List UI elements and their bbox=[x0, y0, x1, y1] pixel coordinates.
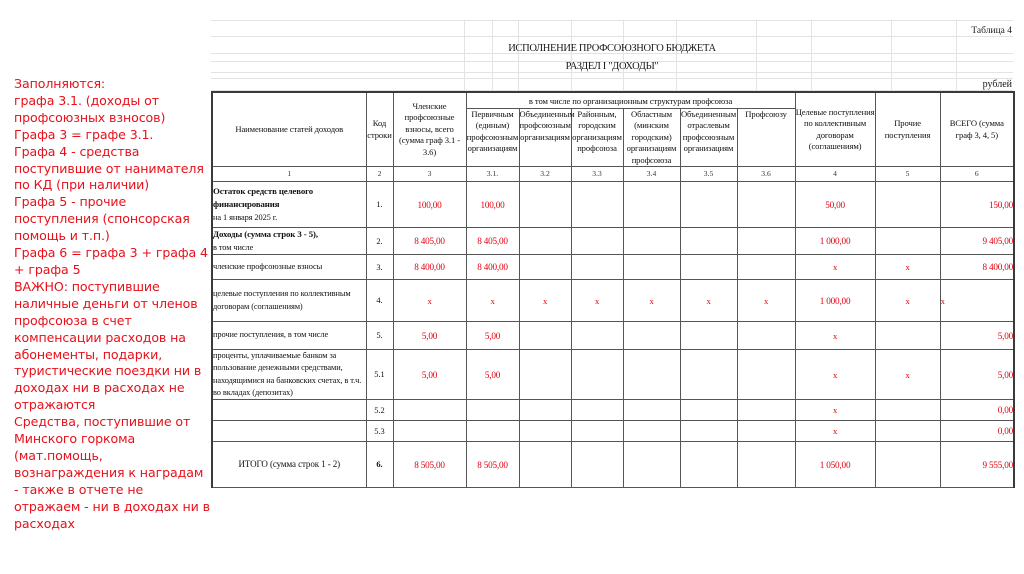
colnum-1: 1 bbox=[212, 167, 366, 182]
cell-c6: 8 400,00 bbox=[940, 255, 1014, 280]
cell-c35 bbox=[680, 255, 737, 280]
header-sub-united-branch-orgs: Объединенным отраслевым профсоюзным организациям bbox=[680, 108, 737, 167]
row-code: 5.1 bbox=[366, 350, 393, 400]
note-line: Заполняются: bbox=[14, 76, 106, 91]
cell-c32 bbox=[519, 400, 571, 421]
header-sub-trade-union: Профсоюзу bbox=[737, 108, 795, 167]
row-code: 5.3 bbox=[366, 421, 393, 442]
cell-c32 bbox=[519, 228, 571, 255]
cell-c33 bbox=[571, 421, 623, 442]
cell-c36 bbox=[737, 255, 795, 280]
cell-c35 bbox=[680, 421, 737, 442]
cell-c3: 5,00 bbox=[393, 350, 466, 400]
row-label-cell bbox=[212, 322, 366, 350]
row-label-cell bbox=[212, 442, 366, 488]
header-col-code: Код строки bbox=[366, 92, 393, 167]
cell-c36 bbox=[737, 322, 795, 350]
cell-c32 bbox=[519, 421, 571, 442]
cell-c31: 100,00 bbox=[466, 182, 519, 228]
note-line: Графа 5 - прочие поступления (спонсорская помощь и т.п.) bbox=[14, 194, 194, 244]
row-label-bold: Доходы (сумма строк 3 - 5), bbox=[213, 229, 318, 240]
header-col-targeted-receipts: Целевые поступления по коллективным договорам (соглашениям) bbox=[795, 92, 875, 167]
cell-c6: 5,00 bbox=[940, 322, 1014, 350]
table-number-label: Таблица 4 bbox=[971, 26, 1012, 36]
cell-c34: x bbox=[623, 280, 680, 322]
row-label-cell bbox=[212, 182, 366, 228]
cell-c32 bbox=[519, 442, 571, 488]
cell-c5 bbox=[875, 400, 940, 421]
cell-c34 bbox=[623, 228, 680, 255]
cell-c4: 1 000,00 bbox=[795, 228, 875, 255]
cell-c34 bbox=[623, 400, 680, 421]
header-group-org-structures: в том числе по организационным структурам профсоюза bbox=[466, 92, 795, 108]
cell-c35 bbox=[680, 182, 737, 228]
cell-c36 bbox=[737, 350, 795, 400]
cell-c32 bbox=[519, 322, 571, 350]
colnum-3: 3 bbox=[393, 167, 466, 182]
cell-c6: 9 555,00 bbox=[940, 442, 1014, 488]
cell-c6: 9 405,00 bbox=[940, 228, 1014, 255]
cell-c35 bbox=[680, 322, 737, 350]
cell-c5: x bbox=[875, 350, 940, 400]
note-line: Средства, поступившие от Минского горкома (мат.помощь, вознаграждения к наградам - также в отчете не отражаем - ни в доходах ни в расходах bbox=[14, 414, 214, 531]
column-number-row bbox=[212, 167, 1014, 182]
colnum-34: 3.4 bbox=[623, 167, 680, 182]
cell-c32 bbox=[519, 182, 571, 228]
cell-c34 bbox=[623, 182, 680, 228]
cell-c35 bbox=[680, 228, 737, 255]
note-line: Графа 3 = графе 3.1. bbox=[14, 126, 154, 142]
table-row bbox=[212, 255, 1014, 280]
cell-c4: 50,00 bbox=[795, 182, 875, 228]
row-code: 3. bbox=[366, 255, 393, 280]
row-code: 2. bbox=[366, 228, 393, 255]
cell-c4: 1 000,00 bbox=[795, 280, 875, 322]
table-row bbox=[212, 322, 1014, 350]
note-line: Графа 4 - средства поступившие от нанимателя по КД (при наличии) bbox=[14, 143, 208, 193]
row-label-cell bbox=[212, 421, 366, 442]
cell-c3: 8 505,00 bbox=[393, 442, 466, 488]
cell-c33 bbox=[571, 322, 623, 350]
cell-c6: 0,00 bbox=[940, 421, 1014, 442]
cell-c36 bbox=[737, 182, 795, 228]
cell-c6: 0,00 bbox=[940, 400, 1014, 421]
colnum-31: 3.1. bbox=[466, 167, 519, 182]
row-label-rest: проценты, уплачиваемые банком за пользование денежными средствами, находящимися на банковских счетах, в т.ч. во вкладах (депозитах) bbox=[213, 351, 362, 397]
colnum-32: 3.2 bbox=[519, 167, 571, 182]
table-header-group-row bbox=[212, 92, 1014, 108]
cell-c33 bbox=[571, 350, 623, 400]
cell-c36 bbox=[737, 228, 795, 255]
cell-c3: 5,00 bbox=[393, 322, 466, 350]
row-label-rest: прочие поступления, в том числе bbox=[213, 330, 329, 340]
row-code: 5. bbox=[366, 322, 393, 350]
cell-c36 bbox=[737, 442, 795, 488]
table-row bbox=[212, 280, 1014, 322]
cell-c34 bbox=[623, 421, 680, 442]
header-sub-primary-orgs: Первичным (единым) профсоюзным организациям bbox=[466, 108, 519, 167]
header-col-other-receipts: Прочие поступления bbox=[875, 92, 940, 167]
row-code: 1. bbox=[366, 182, 393, 228]
row-label-rest: ИТОГО (сумма строк 1 - 2) bbox=[238, 459, 341, 470]
table-row bbox=[212, 228, 1014, 255]
cell-c4: x bbox=[795, 421, 875, 442]
cell-c6: x bbox=[940, 280, 1014, 322]
row-label-rest: на 1 января 2025 г. bbox=[213, 212, 278, 222]
annotation-notes bbox=[14, 76, 214, 532]
cell-c32 bbox=[519, 350, 571, 400]
cell-c5 bbox=[875, 442, 940, 488]
cell-c34 bbox=[623, 322, 680, 350]
cell-c36: x bbox=[737, 280, 795, 322]
cell-c6: 150,00 bbox=[940, 182, 1014, 228]
row-label-cell bbox=[212, 400, 366, 421]
cell-c31 bbox=[466, 421, 519, 442]
colnum-5: 5 bbox=[875, 167, 940, 182]
table-row bbox=[212, 182, 1014, 228]
cell-c32 bbox=[519, 255, 571, 280]
cell-c33 bbox=[571, 442, 623, 488]
header-col-member-dues: Членские профсоюзные взносы, всего (сумма граф 3.1 - 3.6) bbox=[393, 92, 466, 167]
cell-c4: x bbox=[795, 350, 875, 400]
cell-c33: x bbox=[571, 280, 623, 322]
cell-c31: x bbox=[466, 280, 519, 322]
cell-c34 bbox=[623, 442, 680, 488]
colnum-2: 2 bbox=[366, 167, 393, 182]
cell-c34 bbox=[623, 350, 680, 400]
cell-c31: 8 400,00 bbox=[466, 255, 519, 280]
cell-c3: x bbox=[393, 280, 466, 322]
cell-c5 bbox=[875, 228, 940, 255]
cell-c36 bbox=[737, 400, 795, 421]
table-row bbox=[212, 421, 1014, 442]
table-row bbox=[212, 400, 1014, 421]
cell-c33 bbox=[571, 182, 623, 228]
cell-c4: x bbox=[795, 255, 875, 280]
spreadsheet-gridlines bbox=[211, 20, 1013, 91]
cell-c32: x bbox=[519, 280, 571, 322]
cell-c6: 5,00 bbox=[940, 350, 1014, 400]
table-row-total bbox=[212, 442, 1014, 488]
cell-c31: 5,00 bbox=[466, 322, 519, 350]
cell-c31: 8 405,00 bbox=[466, 228, 519, 255]
document-title-line-1: ИСПОЛНЕНИЕ ПРОФСОЮЗНОГО БЮДЖЕТА bbox=[508, 43, 716, 54]
cell-c35: x bbox=[680, 280, 737, 322]
row-code: 6. bbox=[366, 442, 393, 488]
cell-c4: x bbox=[795, 400, 875, 421]
row-label-cell bbox=[212, 280, 366, 322]
header-col-total: ВСЕГО (сумма граф 3, 4, 5) bbox=[940, 92, 1014, 167]
colnum-36: 3.6 bbox=[737, 167, 795, 182]
cell-c33 bbox=[571, 400, 623, 421]
row-label-bold: Остаток средств целевого финансирования bbox=[213, 186, 314, 210]
cell-c31: 5,00 bbox=[466, 350, 519, 400]
colnum-6: 6 bbox=[940, 167, 1014, 182]
row-label-cell bbox=[212, 350, 366, 400]
cell-c31: 8 505,00 bbox=[466, 442, 519, 488]
row-label-rest: целевые поступления по коллективным договорам (соглашениям) bbox=[213, 289, 351, 311]
header-sub-united-orgs: Объединенным профсоюзным организациям bbox=[519, 108, 571, 167]
colnum-35: 3.5 bbox=[680, 167, 737, 182]
colnum-33: 3.3 bbox=[571, 167, 623, 182]
row-label-cell bbox=[212, 255, 366, 280]
cell-c31 bbox=[466, 400, 519, 421]
cell-c5 bbox=[875, 182, 940, 228]
row-label-rest: членские профсоюзные взносы bbox=[213, 261, 323, 271]
cell-c33 bbox=[571, 228, 623, 255]
cell-c5 bbox=[875, 421, 940, 442]
cell-c3 bbox=[393, 421, 466, 442]
cell-c4: x bbox=[795, 322, 875, 350]
cell-c35 bbox=[680, 350, 737, 400]
header-col-name: Наименование статей доходов bbox=[212, 92, 366, 167]
cell-c3: 8 400,00 bbox=[393, 255, 466, 280]
cell-c5: x bbox=[875, 255, 940, 280]
note-line: ВАЖНО: поступившие наличные деньги от членов профсоюза в счет компенсации расходов на абонементы, подарки, туристические поездки ни в доходах ни в расходах не отражаются bbox=[14, 278, 206, 413]
cell-c35 bbox=[680, 400, 737, 421]
row-label-cell bbox=[212, 228, 366, 255]
cell-c35 bbox=[680, 442, 737, 488]
row-code: 5.2 bbox=[366, 400, 393, 421]
row-code: 4. bbox=[366, 280, 393, 322]
note-line: Графа 6 = графа 3 + графа 4 + графа 5 bbox=[14, 245, 212, 277]
cell-c36 bbox=[737, 421, 795, 442]
table-row bbox=[212, 350, 1014, 400]
units-label: рублей bbox=[982, 79, 1012, 90]
note-line: графа 3.1. (доходы от профсоюзных взносов) bbox=[14, 92, 166, 125]
header-sub-district-city-orgs: Районным, городским организациям профсоюза bbox=[571, 108, 623, 167]
cell-c3: 8 405,00 bbox=[393, 228, 466, 255]
cell-c3: 100,00 bbox=[393, 182, 466, 228]
cell-c34 bbox=[623, 255, 680, 280]
document-title-line-2: РАЗДЕЛ I "ДОХОДЫ" bbox=[565, 61, 659, 72]
row-label-rest: в том числе bbox=[213, 242, 254, 252]
cell-c33 bbox=[571, 255, 623, 280]
cell-c5: x bbox=[875, 280, 940, 322]
cell-c3 bbox=[393, 400, 466, 421]
colnum-4: 4 bbox=[795, 167, 875, 182]
cell-c5 bbox=[875, 322, 940, 350]
header-sub-regional-orgs: Областным (минским городским) организациям профсоюза bbox=[623, 108, 680, 167]
cell-c4: 1 050,00 bbox=[795, 442, 875, 488]
income-budget-table bbox=[211, 91, 1015, 488]
